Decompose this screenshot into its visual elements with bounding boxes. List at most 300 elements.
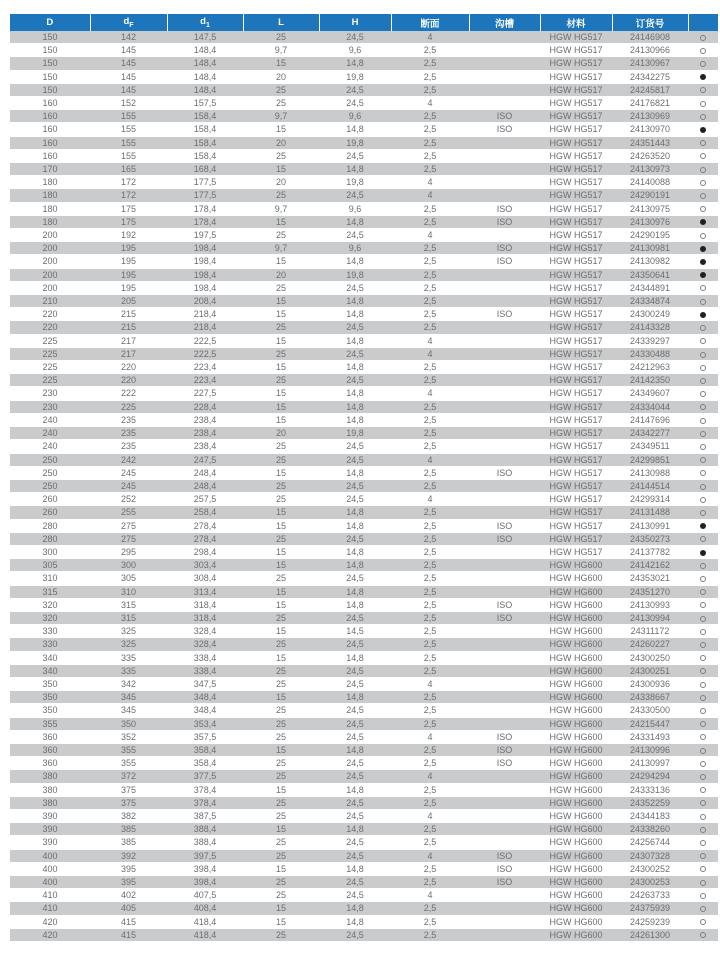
table-cell: 25 (243, 97, 319, 110)
table-cell: ISO (469, 123, 540, 136)
open-circle-icon (700, 114, 706, 120)
availability-cell (688, 229, 718, 242)
table-cell: 340 (10, 664, 90, 677)
table-cell: 2,5 (391, 202, 469, 215)
table-cell: HGW HG517 (540, 347, 612, 360)
table-cell: 25 (243, 796, 319, 809)
table-cell (469, 453, 540, 466)
table-cell: 158,4 (167, 123, 243, 136)
table-cell: HGW HG600 (540, 770, 612, 783)
table-cell: 24130991 (612, 519, 688, 532)
table-cell: 24130988 (612, 466, 688, 479)
availability-cell (688, 83, 718, 96)
availability-cell (688, 611, 718, 624)
table-cell: 24290191 (612, 189, 688, 202)
table-cell: 24300249 (612, 308, 688, 321)
table-cell: 2,5 (391, 704, 469, 717)
table-cell: 160 (10, 110, 90, 123)
table-cell: ISO (469, 730, 540, 743)
table-cell: 180 (10, 215, 90, 228)
table-cell: ISO (469, 876, 540, 889)
open-circle-icon (700, 761, 706, 767)
table-row (10, 479, 718, 492)
table-cell: 152 (90, 97, 167, 110)
table-cell: 407,5 (167, 889, 243, 902)
table-cell: 375 (90, 796, 167, 809)
availability-cell (688, 347, 718, 360)
table-cell (469, 677, 540, 690)
availability-cell (688, 176, 718, 189)
table-cell: 2,5 (391, 308, 469, 321)
table-cell: 420 (10, 928, 90, 941)
table-cell: 25 (243, 189, 319, 202)
table-cell: 350 (10, 691, 90, 704)
table-cell: 155 (90, 149, 167, 162)
table-cell: 24300253 (612, 876, 688, 889)
table-cell: HGW HG517 (540, 387, 612, 400)
table-cell: 328,4 (167, 638, 243, 651)
table-row (10, 44, 718, 57)
table-cell: 245 (90, 466, 167, 479)
table-cell (469, 268, 540, 281)
table-cell: 19,8 (319, 136, 391, 149)
table-cell: 14,8 (319, 783, 391, 796)
table-cell: 15 (243, 915, 319, 928)
open-circle-icon (700, 48, 706, 54)
table-row (10, 268, 718, 281)
table-cell: 19,8 (319, 427, 391, 440)
table-cell: HGW HG517 (540, 242, 612, 255)
table-cell (469, 334, 540, 347)
table-cell: 14,5 (319, 625, 391, 638)
table-cell: 315 (10, 585, 90, 598)
table-cell (469, 651, 540, 664)
availability-cell (688, 400, 718, 413)
open-circle-icon (700, 853, 706, 859)
availability-cell (688, 387, 718, 400)
table-cell: HGW HG600 (540, 915, 612, 928)
table-cell: 180 (10, 202, 90, 215)
table-cell: 350 (10, 704, 90, 717)
table-cell: 168,4 (167, 163, 243, 176)
table-cell: ISO (469, 532, 540, 545)
table-cell (469, 545, 540, 558)
table-cell: 338,4 (167, 664, 243, 677)
filled-circle-icon (700, 550, 706, 556)
table-cell: 342 (90, 677, 167, 690)
table-cell (469, 809, 540, 822)
table-cell: HGW HG600 (540, 928, 612, 941)
table-cell: 25 (243, 770, 319, 783)
table-row (10, 717, 718, 730)
open-circle-icon (700, 827, 706, 833)
table-cell: 350 (10, 677, 90, 690)
table-cell: 24130969 (612, 110, 688, 123)
table-cell: 218,4 (167, 321, 243, 334)
table-cell: HGW HG600 (540, 717, 612, 730)
table-cell (469, 427, 540, 440)
table-cell: ISO (469, 202, 540, 215)
table-cell (469, 770, 540, 783)
table-cell: 400 (10, 876, 90, 889)
table-cell: 177,5 (167, 189, 243, 202)
table-row (10, 611, 718, 624)
table-cell (469, 44, 540, 57)
table-cell: 360 (10, 730, 90, 743)
open-circle-icon (700, 800, 706, 806)
table-cell: 14,8 (319, 295, 391, 308)
open-circle-icon (700, 536, 706, 542)
table-cell: HGW HG517 (540, 532, 612, 545)
availability-cell (688, 809, 718, 822)
table-cell: 14,8 (319, 57, 391, 70)
table-row (10, 519, 718, 532)
open-circle-icon (700, 734, 706, 740)
table-cell: 177,5 (167, 176, 243, 189)
table-cell (469, 321, 540, 334)
table-row (10, 400, 718, 413)
table-cell: 2,5 (391, 836, 469, 849)
table-cell: 15 (243, 625, 319, 638)
table-row (10, 506, 718, 519)
table-cell: 15 (243, 123, 319, 136)
table-cell: 225 (10, 347, 90, 360)
table-cell: 9,6 (319, 242, 391, 255)
table-cell: 14,8 (319, 334, 391, 347)
table-cell: 2,5 (391, 783, 469, 796)
table-cell (469, 400, 540, 413)
col-header-order-number (612, 14, 688, 31)
open-circle-icon (700, 365, 706, 371)
table-cell: 14,8 (319, 400, 391, 413)
table-cell: HGW HG517 (540, 361, 612, 374)
table-cell: HGW HG600 (540, 862, 612, 875)
table-cell: 258,4 (167, 506, 243, 519)
table-cell: HGW HG600 (540, 743, 612, 756)
table-cell: 20 (243, 268, 319, 281)
open-circle-icon (700, 35, 706, 41)
table-cell: 388,4 (167, 836, 243, 849)
table-cell: 2,5 (391, 255, 469, 268)
col-header-df (90, 14, 167, 31)
table-cell: 4 (391, 770, 469, 783)
table-cell: 9,7 (243, 44, 319, 57)
table-cell: HGW HG600 (540, 889, 612, 902)
table-cell: HGW HG600 (540, 902, 612, 915)
table-cell: 25 (243, 849, 319, 862)
table-row (10, 743, 718, 756)
table-cell: 9,7 (243, 202, 319, 215)
table-cell: HGW HG600 (540, 625, 612, 638)
table-cell: 24,5 (319, 638, 391, 651)
table-cell: HGW HG600 (540, 849, 612, 862)
availability-cell (688, 730, 718, 743)
table-cell: 278,4 (167, 532, 243, 545)
table-cell: 200 (10, 229, 90, 242)
table-cell: 310 (90, 585, 167, 598)
table-cell: 9,6 (319, 110, 391, 123)
open-circle-icon (700, 299, 706, 305)
open-circle-icon (700, 721, 706, 727)
table-cell: 25 (243, 149, 319, 162)
table-cell: 24351270 (612, 585, 688, 598)
table-cell: HGW HG600 (540, 757, 612, 770)
table-cell: 225 (90, 400, 167, 413)
table-cell: 24349511 (612, 440, 688, 453)
table-cell: 19,8 (319, 70, 391, 83)
col-header-d (10, 14, 90, 31)
table-cell: 348,4 (167, 691, 243, 704)
availability-cell (688, 268, 718, 281)
table-cell: 15 (243, 783, 319, 796)
table-cell: 408,4 (167, 902, 243, 915)
table-cell: 25 (243, 83, 319, 96)
table-cell (469, 493, 540, 506)
table-cell: 410 (10, 889, 90, 902)
col-header-label: L (278, 17, 284, 28)
table-row (10, 387, 718, 400)
table-row (10, 427, 718, 440)
availability-cell (688, 862, 718, 875)
availability-cell (688, 704, 718, 717)
table-cell: 335 (90, 664, 167, 677)
table-cell: 24,5 (319, 796, 391, 809)
table-cell: 24,5 (319, 717, 391, 730)
table-cell: 247,5 (167, 453, 243, 466)
table-cell: 15 (243, 862, 319, 875)
table-cell: 24299851 (612, 453, 688, 466)
col-header-groove (469, 14, 540, 31)
availability-cell (688, 506, 718, 519)
col-header-subscript: 1 (205, 21, 210, 29)
table-cell: 220 (10, 321, 90, 334)
table-cell: 2,5 (391, 598, 469, 611)
table-cell: 157,5 (167, 97, 243, 110)
table-cell: 24130994 (612, 611, 688, 624)
table-cell: 25 (243, 876, 319, 889)
table-cell: 200 (10, 268, 90, 281)
table-cell: 4 (391, 189, 469, 202)
table-cell: 14,8 (319, 559, 391, 572)
table-cell: 9,6 (319, 202, 391, 215)
table-cell: 380 (10, 796, 90, 809)
table-cell: 24299314 (612, 493, 688, 506)
table-cell: 2,5 (391, 572, 469, 585)
table-cell: HGW HG517 (540, 493, 612, 506)
table-cell: 24,5 (319, 321, 391, 334)
table-cell (469, 31, 540, 44)
table-cell: 242 (90, 453, 167, 466)
table-cell: 392 (90, 849, 167, 862)
table-cell (469, 374, 540, 387)
availability-cell (688, 163, 718, 176)
table-cell: HGW HG517 (540, 519, 612, 532)
table-row (10, 136, 718, 149)
table-cell: 15 (243, 387, 319, 400)
table-row (10, 664, 718, 677)
table-cell: 150 (10, 44, 90, 57)
table-cell (469, 229, 540, 242)
availability-cell (688, 374, 718, 387)
table-cell: 25 (243, 440, 319, 453)
table-cell: 4 (391, 889, 469, 902)
open-circle-icon (700, 378, 706, 384)
table-cell: 25 (243, 479, 319, 492)
table-cell: 175 (90, 202, 167, 215)
open-circle-icon (700, 140, 706, 146)
filled-circle-icon (700, 246, 706, 252)
table-cell: HGW HG517 (540, 545, 612, 558)
col-header-label: 断面 (420, 18, 440, 30)
table-cell: 25 (243, 889, 319, 902)
table-cell: 2,5 (391, 479, 469, 492)
table-cell: HGW HG517 (540, 215, 612, 228)
table-cell: 4 (391, 677, 469, 690)
open-circle-icon (700, 431, 706, 437)
table-cell: 15 (243, 466, 319, 479)
table-cell: 335 (90, 651, 167, 664)
availability-cell (688, 479, 718, 492)
table-cell: 178,4 (167, 215, 243, 228)
table-cell: 387,5 (167, 809, 243, 822)
table-cell: 398,4 (167, 862, 243, 875)
table-cell: 278,4 (167, 519, 243, 532)
table-cell: 9,7 (243, 110, 319, 123)
table-cell: 248,4 (167, 479, 243, 492)
open-circle-icon (700, 893, 706, 899)
table-cell: 225 (10, 334, 90, 347)
table-cell: 24144514 (612, 479, 688, 492)
filled-circle-icon (700, 219, 706, 225)
table-row (10, 559, 718, 572)
table-cell: HGW HG600 (540, 651, 612, 664)
table-cell: 2,5 (391, 242, 469, 255)
table-cell: 340 (10, 651, 90, 664)
table-cell: 252 (90, 493, 167, 506)
col-header-label: 材料 (566, 18, 586, 30)
table-cell: ISO (469, 519, 540, 532)
table-cell: HGW HG600 (540, 730, 612, 743)
table-cell: 24,5 (319, 836, 391, 849)
table-cell: 390 (10, 809, 90, 822)
table-cell: 250 (10, 466, 90, 479)
open-circle-icon (700, 61, 706, 67)
table-cell: 25 (243, 532, 319, 545)
table-cell: 14,8 (319, 215, 391, 228)
table-cell: 24333136 (612, 783, 688, 796)
table-cell: 15 (243, 823, 319, 836)
table-cell: 382 (90, 809, 167, 822)
table-cell: ISO (469, 598, 540, 611)
table-row (10, 149, 718, 162)
table-row (10, 255, 718, 268)
table-cell: 355 (10, 717, 90, 730)
table-row (10, 730, 718, 743)
table-cell (469, 704, 540, 717)
table-cell: 24130996 (612, 743, 688, 756)
open-circle-icon (700, 668, 706, 674)
table-row (10, 70, 718, 83)
open-circle-icon (700, 840, 706, 846)
table-cell: 235 (90, 440, 167, 453)
table-cell: HGW HG600 (540, 796, 612, 809)
table-cell: HGW HG517 (540, 136, 612, 149)
table-cell: 14,8 (319, 743, 391, 756)
table-cell: 155 (90, 110, 167, 123)
table-cell: 380 (10, 783, 90, 796)
table-cell: HGW HG517 (540, 83, 612, 96)
table-cell: 2,5 (391, 902, 469, 915)
table-cell: 2,5 (391, 915, 469, 928)
table-row (10, 585, 718, 598)
table-row (10, 83, 718, 96)
table-cell (469, 717, 540, 730)
table-cell: 25 (243, 836, 319, 849)
table-cell: 2,5 (391, 57, 469, 70)
table-cell: 158,4 (167, 110, 243, 123)
table-cell: 377,5 (167, 770, 243, 783)
table-cell: 14,8 (319, 255, 391, 268)
table-cell: 14,8 (319, 902, 391, 915)
table-cell: 2,5 (391, 321, 469, 334)
table-cell: 24140088 (612, 176, 688, 189)
table-cell: 19,8 (319, 268, 391, 281)
table-cell: 24,5 (319, 928, 391, 941)
availability-cell (688, 123, 718, 136)
table-row (10, 928, 718, 941)
filled-circle-icon (700, 312, 706, 318)
table-cell: 2,5 (391, 519, 469, 532)
table-cell: HGW HG600 (540, 704, 612, 717)
table-cell: 230 (10, 387, 90, 400)
table-row (10, 889, 718, 902)
table-cell: 402 (90, 889, 167, 902)
table-cell: 410 (10, 902, 90, 915)
availability-cell (688, 559, 718, 572)
table-cell: 14,8 (319, 691, 391, 704)
table-cell (469, 347, 540, 360)
table-cell: 24,5 (319, 83, 391, 96)
table-cell (469, 572, 540, 585)
col-header-d1 (167, 14, 243, 31)
col-header-l (243, 14, 319, 31)
table-cell: 170 (10, 163, 90, 176)
availability-cell (688, 902, 718, 915)
table-cell: HGW HG517 (540, 123, 612, 136)
filled-circle-icon (700, 523, 706, 529)
table-cell: 298,4 (167, 545, 243, 558)
product-table (10, 14, 718, 942)
availability-cell (688, 97, 718, 110)
table-cell: 145 (90, 83, 167, 96)
table-cell: 24330488 (612, 347, 688, 360)
table-cell: 24130973 (612, 163, 688, 176)
table-cell: 330 (10, 638, 90, 651)
table-cell: 300 (90, 559, 167, 572)
table-cell: 25 (243, 493, 319, 506)
table-cell: 303,4 (167, 559, 243, 572)
table-cell: 347,5 (167, 677, 243, 690)
availability-cell (688, 242, 718, 255)
table-cell: 235 (90, 427, 167, 440)
table-cell: 238,4 (167, 440, 243, 453)
table-cell: 228,4 (167, 400, 243, 413)
table-cell: 24,5 (319, 730, 391, 743)
table-row (10, 572, 718, 585)
table-cell: 172 (90, 189, 167, 202)
table-cell: HGW HG517 (540, 97, 612, 110)
table-cell: 14,8 (319, 545, 391, 558)
